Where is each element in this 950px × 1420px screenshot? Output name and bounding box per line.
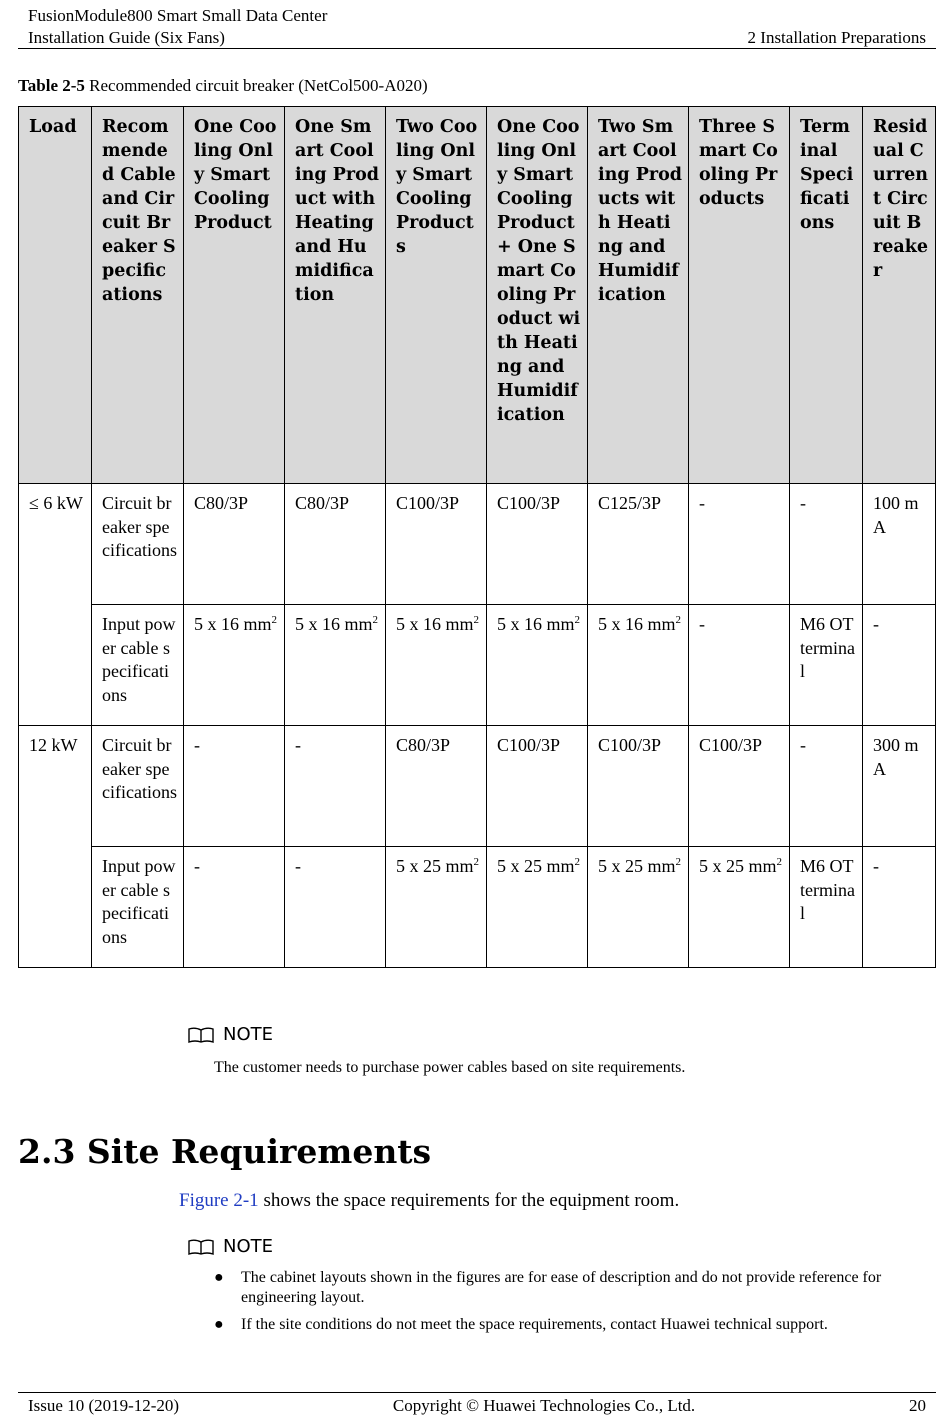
row-label-cell: Input power cable specifications — [92, 605, 184, 726]
table-header-row — [19, 107, 936, 484]
note-text: The customer needs to purchase power cables based on site requirements. — [214, 1059, 686, 1076]
table-cell: C100/3P — [588, 726, 689, 847]
table-row — [19, 726, 936, 847]
superscript: 2 — [372, 614, 379, 626]
table-caption — [18, 76, 428, 96]
bullet-icon: ● — [214, 1269, 224, 1286]
row-label-cell: Input power cable specifications — [92, 847, 184, 968]
table-cell: C125/3P — [588, 484, 689, 605]
superscript: 2 — [675, 856, 682, 868]
table-cell: C100/3P — [487, 726, 588, 847]
table-cell: C100/3P — [689, 726, 790, 847]
footer-issue: Issue 10 (2019-12-20) — [28, 1396, 180, 1415]
table-row — [19, 605, 936, 726]
table-cell: - — [689, 484, 790, 605]
table-row — [19, 484, 936, 605]
page-footer — [28, 1396, 926, 1416]
table-cell: 5 x 25 $mm^2$ — [386, 847, 487, 968]
header-cell-terminal: Terminal Specifications — [790, 107, 863, 484]
table-cell: - — [790, 726, 863, 847]
footer-copyright: Copyright © Huawei Technologies Co., Ltd. — [392, 1396, 696, 1415]
table-cell: - — [184, 726, 285, 847]
table-cell: 100 mA — [863, 484, 936, 605]
load-cell: ≤ 6 kW — [19, 484, 92, 726]
table-cell: 5 x 16 $mm^2$ — [386, 605, 487, 726]
table-cell: 5 x 25 $mm^2$ — [689, 847, 790, 968]
table-cell: M6 OT terminal — [790, 847, 863, 968]
table-cell: 5 x 16 $mm^2$ — [487, 605, 588, 726]
header-cell-one-heating: One Smart Cooling Product with Heating and Humidification — [285, 107, 386, 484]
open-book-icon — [187, 1026, 215, 1044]
note-block-layouts — [187, 1236, 273, 1257]
circuit-breaker-table — [18, 106, 936, 968]
load-cell: 12 kW — [19, 726, 92, 968]
note-heading — [187, 1024, 685, 1045]
table-cell: C80/3P — [285, 484, 386, 605]
header-cell-recommended: Recommended Cable and Circuit Breaker Specifications — [92, 107, 184, 484]
table-cell: - — [790, 484, 863, 605]
superscript: 2 — [574, 614, 581, 626]
note-heading — [187, 1236, 273, 1257]
section-title: 2.3 Site Requirements — [18, 1132, 432, 1171]
table-cell: - — [184, 847, 285, 968]
table-cell: C100/3P — [487, 484, 588, 605]
table-cell: 300 mA — [863, 726, 936, 847]
note-bullet-list — [214, 1268, 929, 1342]
list-item: ● The cabinet layouts shown in the figures are for ease of description and do not provide reference for engineering layout. — [214, 1269, 882, 1306]
table-cell: - — [863, 605, 936, 726]
page-header — [28, 5, 926, 49]
table-caption-text: Recommended circuit breaker (NetCol500-A020) — [84, 76, 428, 95]
table-cell: C80/3P — [184, 484, 285, 605]
header-chapter: 2 Installation Preparations — [747, 28, 926, 47]
paragraph-text: shows the space requirements for the equipment room. — [258, 1190, 680, 1211]
list-item: ● If the site conditions do not meet the space requirements, contact Huawei technical support. — [214, 1316, 828, 1333]
header-cell-two-cooling-only: Two Cooling Only Smart Cooling Products — [386, 107, 487, 484]
open-book-icon — [187, 1238, 215, 1256]
header-guide: Installation Guide (Six Fans) — [28, 28, 225, 47]
superscript: 2 — [473, 856, 480, 868]
header-cell-one-cooling-only: One Cooling Only Smart Cooling Product — [184, 107, 285, 484]
page-number: 20 — [908, 1396, 926, 1415]
table-cell: 5 x 16 $mm^2$ — [285, 605, 386, 726]
note-block-power-cables — [187, 1024, 685, 1077]
note-label: NOTE — [223, 1236, 274, 1257]
superscript: 2 — [776, 856, 783, 868]
superscript: 2 — [473, 614, 480, 626]
header-product: FusionModule800 Smart Small Data Center — [28, 6, 328, 25]
table-row — [19, 847, 936, 968]
footer-divider — [18, 1392, 936, 1393]
header-cell-rccb: Residual Current Circuit Breaker — [863, 107, 936, 484]
table-cell: - — [285, 847, 386, 968]
table-cell: C100/3P — [386, 484, 487, 605]
note-label: NOTE — [223, 1024, 274, 1045]
header-cell-two-heating: Two Smart Cooling Products with Heating and Humidification — [588, 107, 689, 484]
table-cell: 5 x 16 $mm^2$ — [184, 605, 285, 726]
table-caption-label: Table 2-5 — [18, 76, 85, 95]
table-cell: 5 x 16 $mm^2$ — [588, 605, 689, 726]
section-paragraph — [179, 1190, 679, 1212]
figure-link[interactable]: Figure 2-1 — [179, 1190, 259, 1211]
table-cell: - — [863, 847, 936, 968]
table-cell: C80/3P — [386, 726, 487, 847]
table-cell: M6 OT terminal — [790, 605, 863, 726]
row-label-cell: Circuit breaker specifications — [92, 484, 184, 605]
header-divider — [18, 48, 936, 49]
header-cell-one-plus-one: One Cooling Only Smart Cooling Product + One Smart Cooling Product with Heating and Humidification — [487, 107, 588, 484]
header-cell-three-products: Three Smart Cooling Products — [689, 107, 790, 484]
row-label-cell: Circuit breaker specifications — [92, 726, 184, 847]
bullet-icon: ● — [214, 1316, 224, 1333]
table-cell: - — [285, 726, 386, 847]
table-cell: - — [689, 605, 790, 726]
superscript: 2 — [271, 614, 278, 626]
table-cell: 5 x 25 $mm^2$ — [487, 847, 588, 968]
table-cell: 5 x 25 $mm^2$ — [588, 847, 689, 968]
superscript: 2 — [574, 856, 581, 868]
header-cell-load: Load — [19, 107, 92, 484]
superscript: 2 — [675, 614, 682, 626]
